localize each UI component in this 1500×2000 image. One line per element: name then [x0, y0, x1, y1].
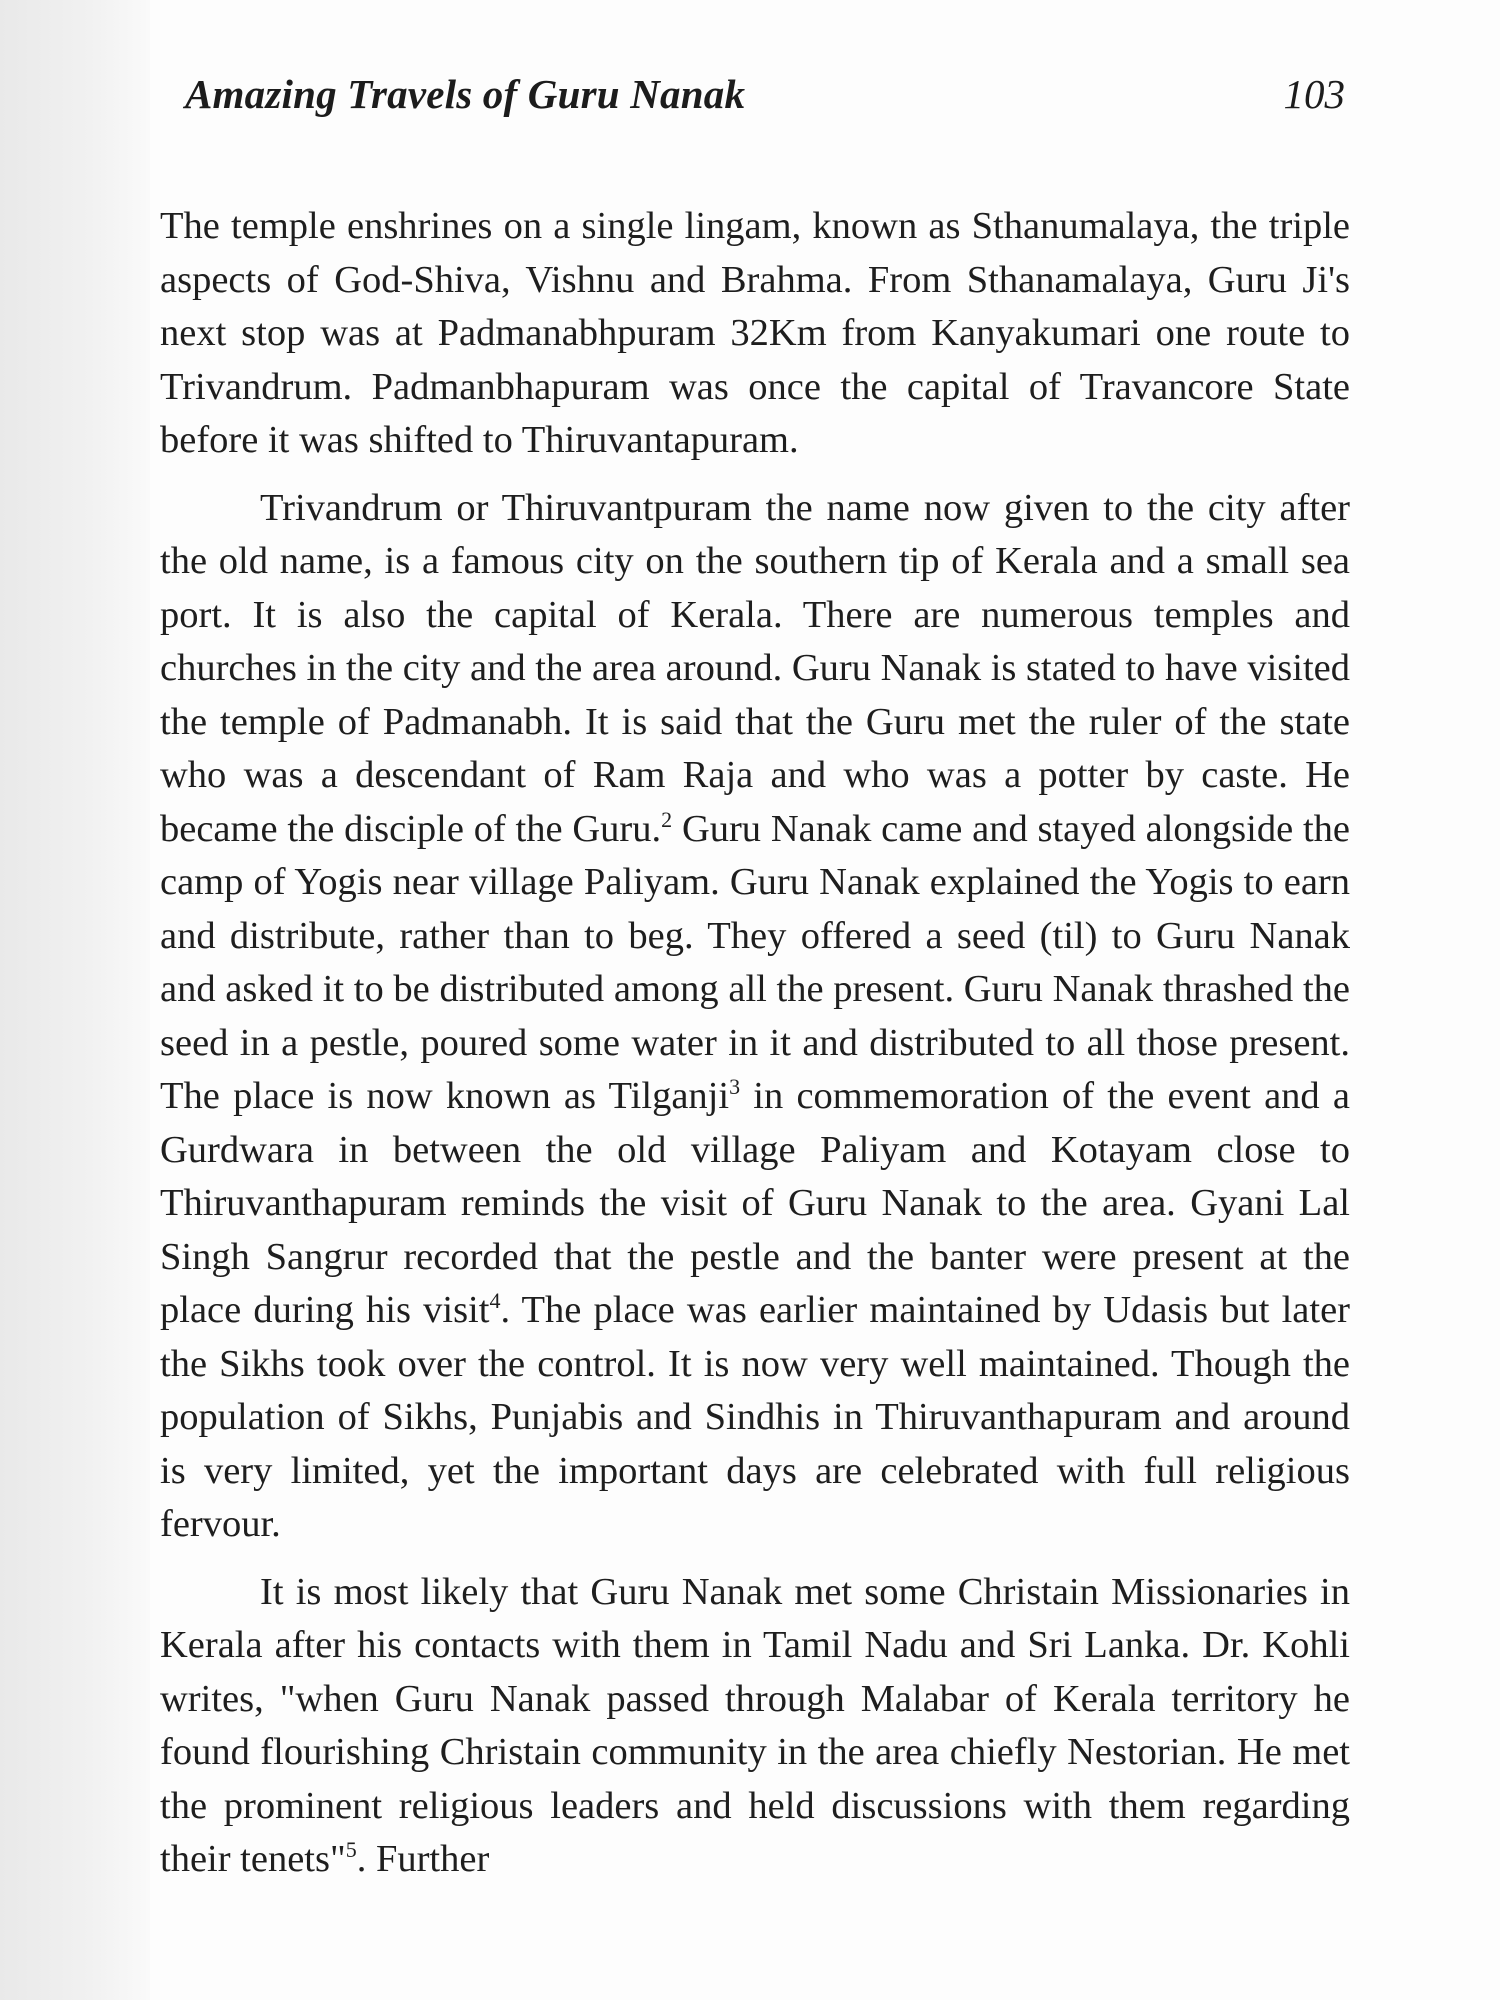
paragraph-2-text-2: Guru Nanak came and stayed alongside the camp of Yogis near village Paliyam. Guru Nanak explained the Yogis to earn and distribute, rather than to beg. They offered a seed (til) to Guru Nanak and asked it to be distributed among all the present. Guru Nanak thrashed the seed in a pestle, poured some water in it and distributed to all those present. The place is now known as Tilganji	[160, 807, 1351, 1117]
paragraph-3-text-1: It is most likely that Guru Nanak met some Christain Missionaries in Kerala after his contacts with them in Tamil Nadu and Sri Lanka. Dr. Kohli writes, "when Guru Nanak passed through Malabar of Kerala territory he found flourishing Christain community in the area chiefly Nestorian. He met the prominent religious leaders and held discussions with them regarding their tenets"	[160, 1570, 1350, 1880]
footnote-ref-5: 5	[345, 1837, 357, 1863]
page-number: 103	[1283, 71, 1345, 117]
footnote-ref-4: 4	[489, 1288, 501, 1314]
footnote-ref-3: 3	[729, 1074, 741, 1100]
running-title: Amazing Travels of Guru Nanak	[185, 71, 746, 117]
binding-shadow	[0, 0, 150, 2000]
paragraph-2-text-3: in commemoration of the event and a Gurdwara in between the old village Paliyam and Kotayam close to Thiruvanthapuram reminds the visit of Guru Nanak to the area. Gyani Lal Singh Sangrur recorded that the pestle and the banter were present at the place during his visit	[160, 1075, 1350, 1331]
body-text	[160, 200, 1350, 1901]
footnote-ref-2: 2	[661, 806, 673, 832]
paragraph-2	[160, 482, 1350, 1552]
paragraph-2-text-1: Trivandrum or Thiruvantpuram the name now given to the city after the old name, is a famous city on the southern tip of Kerala and a small sea port. It is also the capital of Kerala. There are numerous temples and churches in the city and the area around. Guru Nanak is stated to have visited the temple of Padmanabh. It is said that the Guru met the ruler of the state who was a descendant of Ram Raja and who was a potter by caste. He became the disciple of the Guru.	[160, 486, 1350, 850]
paragraph-3-text-2: . Further	[356, 1838, 490, 1880]
paragraph-2-text-4: . The place was earlier maintained by Udasis but later the Sikhs took over the control. It is now very well maintained. Though the population of Sikhs, Punjabis and Sindhis in Thiruvanthapuram and around is very limited, yet the important days are celebrated with full religious fervour.	[160, 1289, 1350, 1545]
paragraph-3	[160, 1566, 1350, 1887]
paragraph-1: The temple enshrines on a single lingam, known as Sthanumalaya, the triple aspects of God-Shiva, Vishnu and Brahma. From Sthanamalaya, Guru Ji's next stop was at Padmanabhpuram 32Km from Kanyakumari one route to Trivandrum. Padmanbhapuram was once the capital of Travancore State before it was shifted to Thiruvantapuram.	[160, 205, 1350, 461]
page-header	[185, 70, 1345, 130]
